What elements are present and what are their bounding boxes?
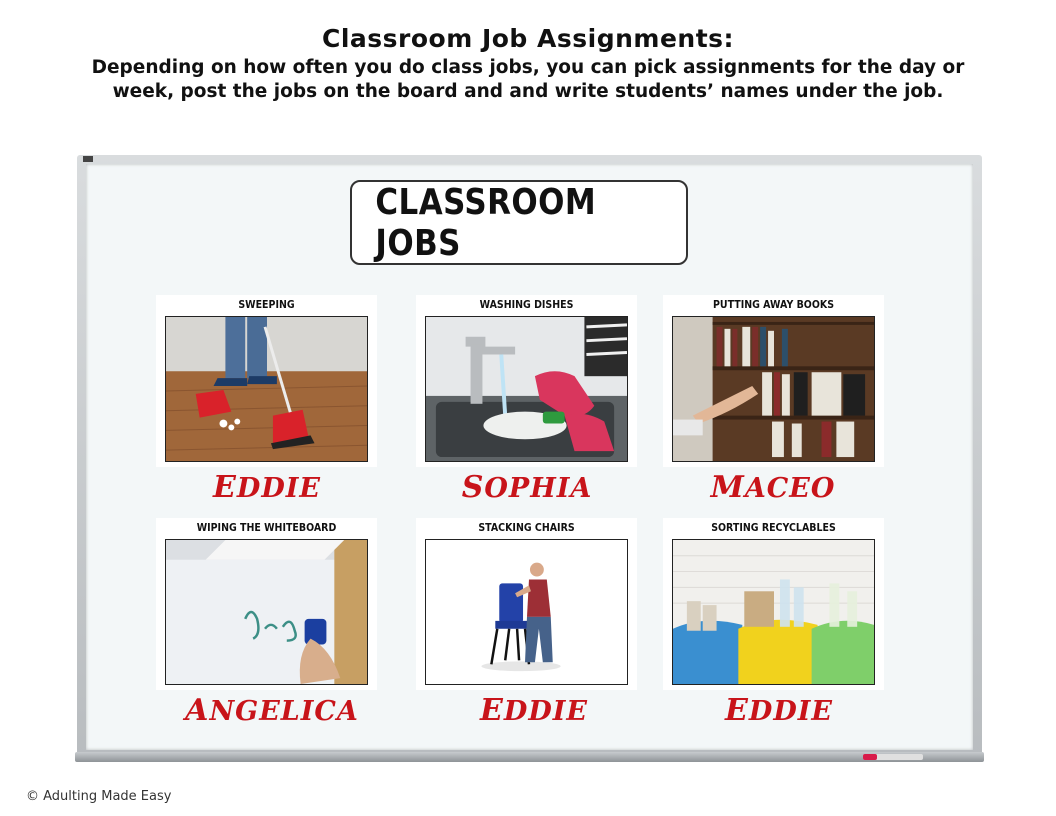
job-card-wiping-whiteboard [156, 518, 377, 690]
job-card-stacking-chairs [416, 518, 637, 690]
student-name: MACEO [710, 470, 836, 505]
whiteboard-eraser-photo [165, 539, 368, 685]
job-card-sorting-recyclables [663, 518, 884, 690]
job-label: STACKING CHAIRS [478, 522, 575, 534]
recycling-bags-photo [672, 539, 875, 685]
bookshelf-photo [672, 316, 875, 462]
page-title: Classroom Job Assignments: [321, 24, 735, 53]
job-label: WIPING THE WHITEBOARD [196, 522, 337, 534]
copyright-footer: © Adulting Made Easy [26, 789, 172, 804]
job-label: PUTTING AWAY BOOKS [712, 299, 835, 311]
job-label: SWEEPING [238, 299, 295, 311]
page-subtitle: Depending on how often you do class jobs, you can pick assignments for the day or week, post the jobs on the board and and write students’ names under the job. [91, 57, 965, 102]
job-card-sweeping [156, 295, 377, 467]
sink-dishes-photo [425, 316, 628, 462]
marker-icon [863, 754, 923, 760]
job-label: WASHING DISHES [479, 299, 574, 311]
marker-tray [75, 752, 984, 762]
student-name: EDDIE [213, 470, 321, 505]
student-name: ANGELICA [185, 693, 359, 728]
job-card-washing-dishes [416, 295, 637, 467]
student-name: EDDIE [480, 693, 588, 728]
chairs-stacking-photo [425, 539, 628, 685]
student-name: EDDIE [725, 693, 833, 728]
classroom-jobs-heading [350, 180, 688, 265]
job-card-putting-away-books [663, 295, 884, 467]
student-name: SOPHIA [461, 470, 593, 505]
heading-text: CLASSROOM JOBS [375, 181, 597, 264]
board-clip [83, 156, 93, 162]
job-label: SORTING RECYCLABLES [711, 522, 836, 534]
broom-dustpan-photo [165, 316, 368, 462]
